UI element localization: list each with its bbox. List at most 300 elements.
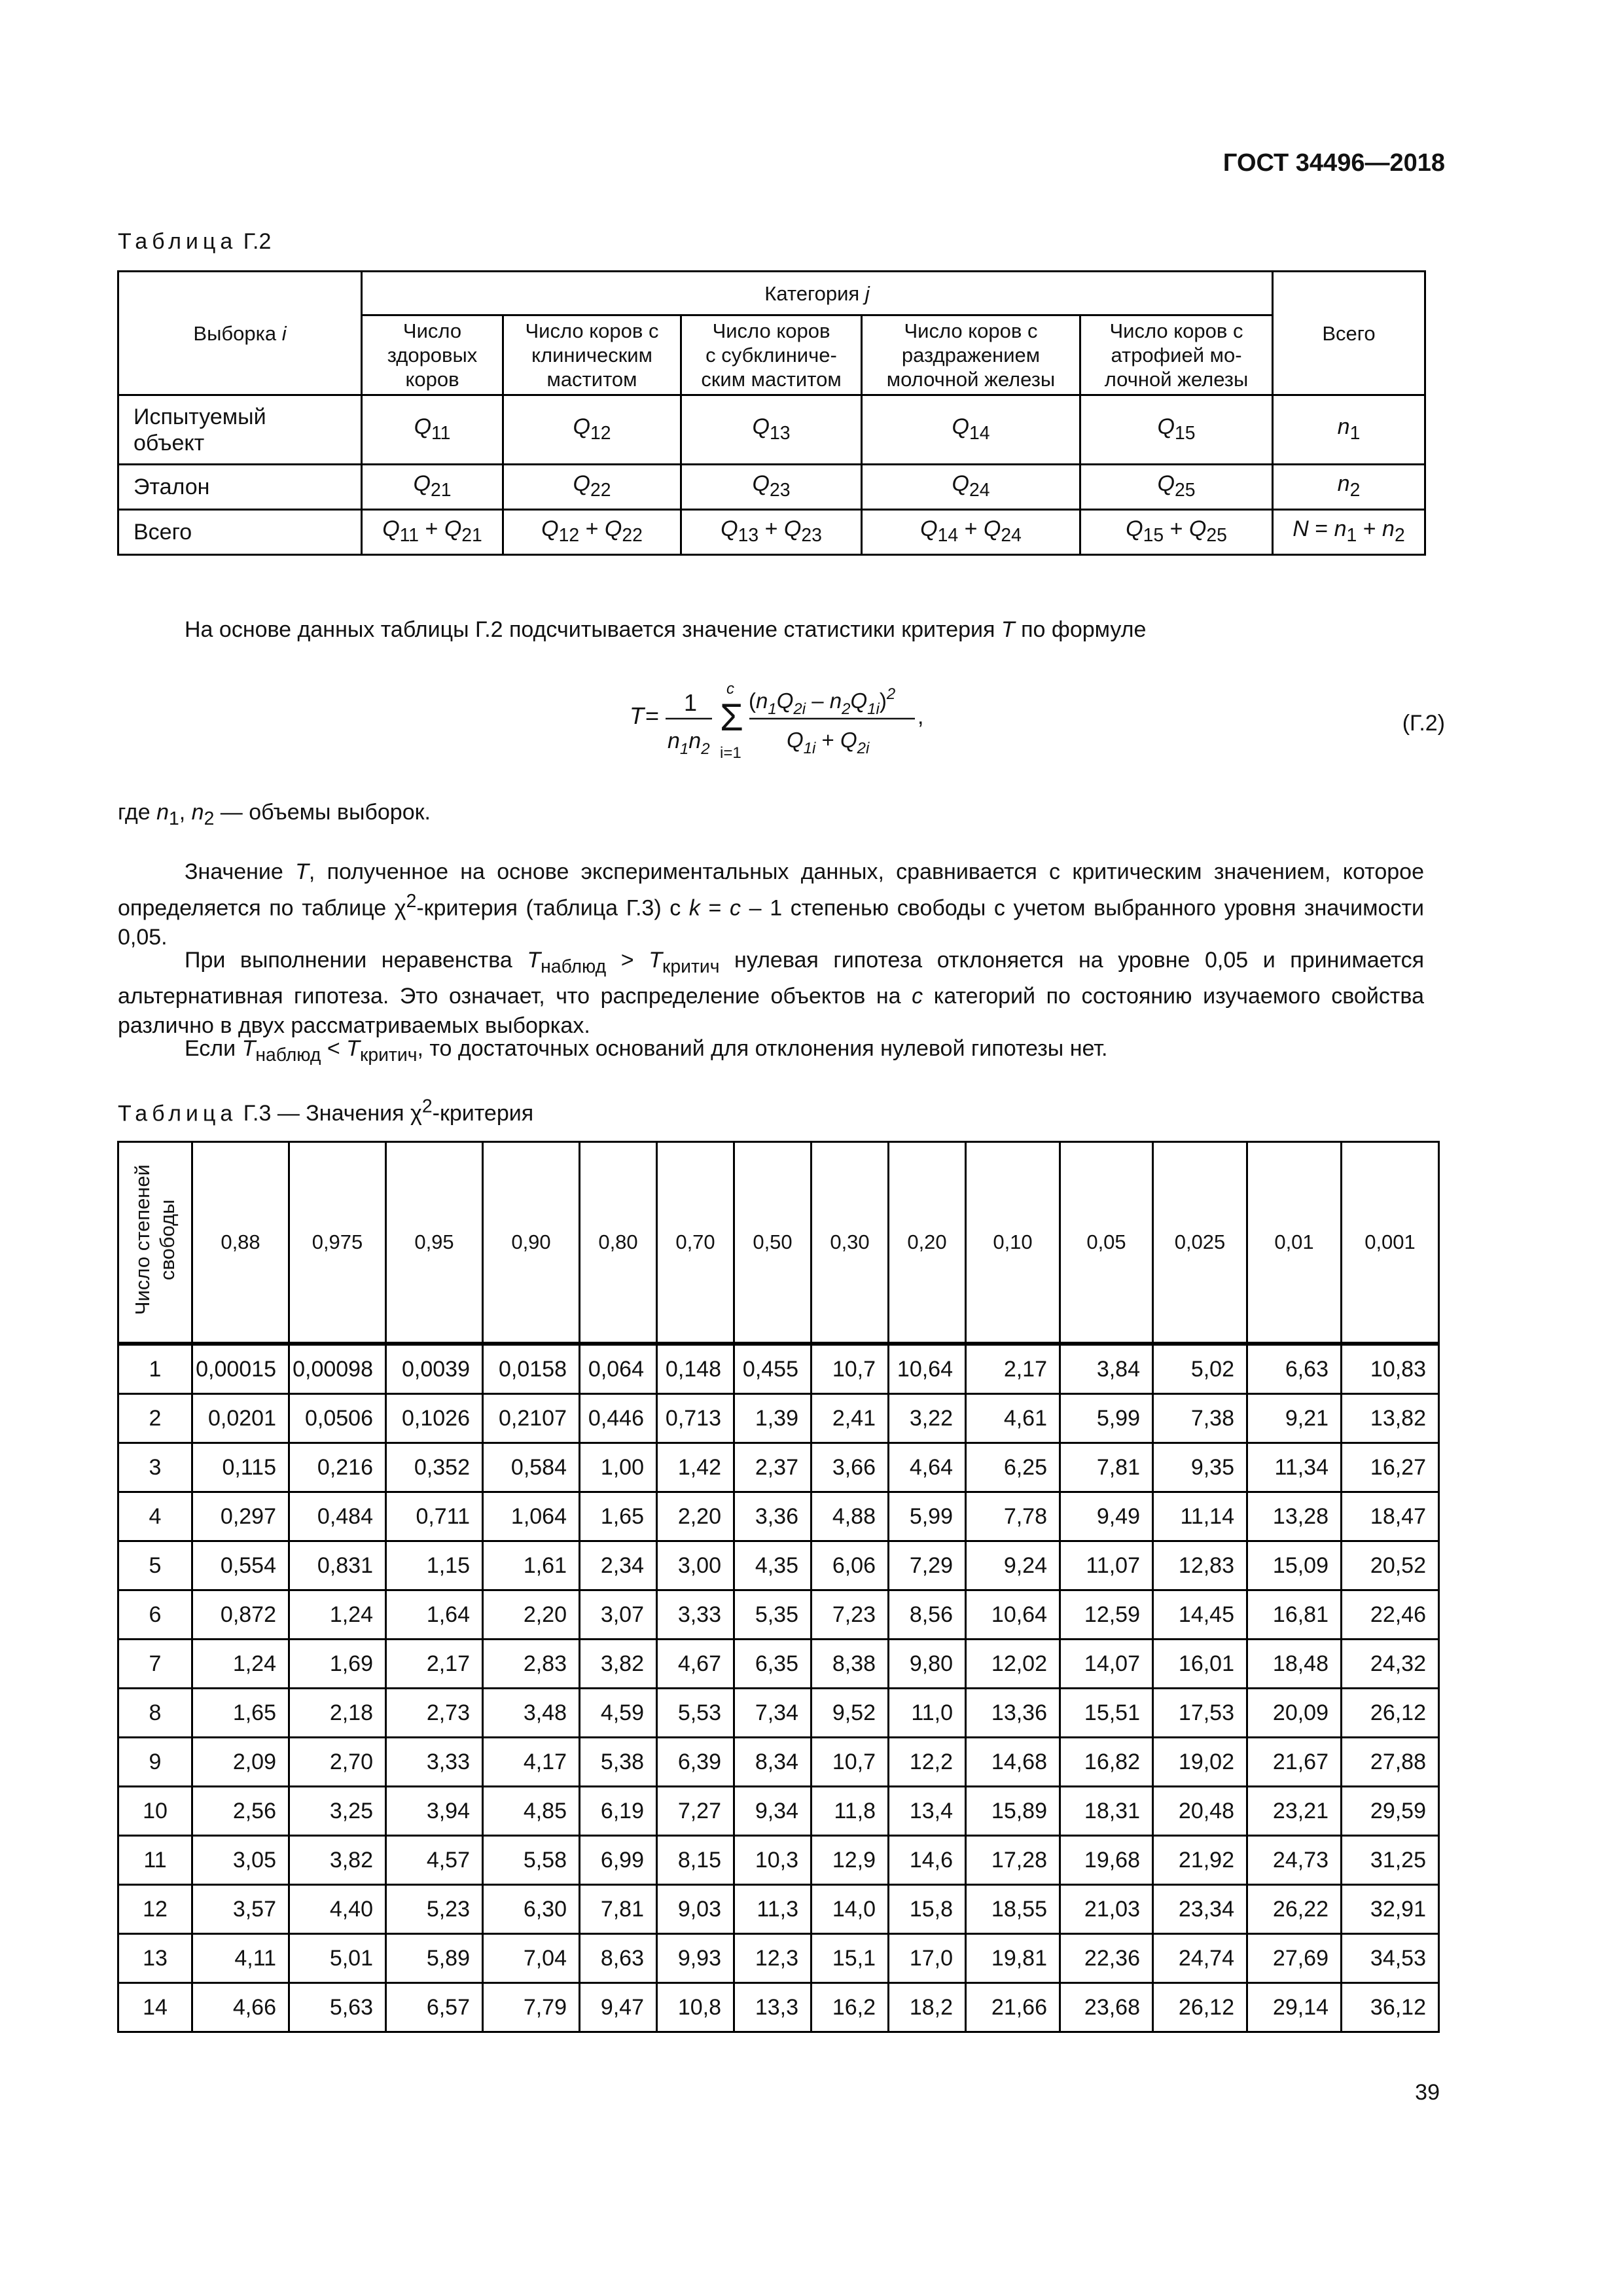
- chi-square-value-cell: 10,7: [812, 1738, 889, 1787]
- table-row: [118, 395, 1425, 465]
- chi-square-value-cell: 6,06: [812, 1541, 889, 1590]
- chi-square-value-cell: 9,47: [580, 1983, 657, 2032]
- chi-square-value-cell: 0,064: [580, 1344, 657, 1394]
- chi-square-value-cell: 1,24: [289, 1590, 386, 1640]
- chi-square-value-cell: 0,484: [289, 1492, 386, 1541]
- chi-square-value-cell: 0,352: [386, 1443, 483, 1492]
- degrees-of-freedom-cell: 10: [118, 1787, 192, 1836]
- chi-square-value-cell: 3,33: [657, 1590, 734, 1640]
- table-row: [118, 1738, 1439, 1787]
- formula-sum-upper: c: [726, 680, 734, 698]
- chi-square-value-cell: 9,34: [734, 1787, 812, 1836]
- chi-square-value-cell: 12,3: [734, 1934, 812, 1983]
- category-column-header: Число здоровых коров: [362, 315, 503, 395]
- table-row: [118, 1344, 1439, 1394]
- chi-square-value-cell: 2,09: [192, 1738, 289, 1787]
- formula-numerator: $(n_1Q_{2i} - n_2Q_{1i})^2$: [749, 685, 896, 718]
- chi-square-value-cell: 0,711: [386, 1492, 483, 1541]
- chi-square-value-cell: 11,07: [1060, 1541, 1153, 1590]
- table-cell: $Q_{11} + Q_{21}$: [362, 510, 503, 555]
- chi-square-value-cell: 4,57: [386, 1836, 483, 1885]
- chi-square-value-cell: 9,24: [966, 1541, 1060, 1590]
- chi-square-value-cell: 0,713: [657, 1394, 734, 1443]
- chi-square-value-cell: 4,11: [192, 1934, 289, 1983]
- chi-square-value-cell: 4,64: [889, 1443, 966, 1492]
- significance-level-header: 0,025: [1153, 1142, 1247, 1344]
- chi-square-value-cell: 18,48: [1247, 1640, 1342, 1689]
- chi-square-value-cell: 6,19: [580, 1787, 657, 1836]
- chi-square-value-cell: 18,55: [966, 1885, 1060, 1934]
- chi-square-value-cell: 2,41: [812, 1394, 889, 1443]
- chi-square-value-cell: 8,63: [580, 1934, 657, 1983]
- chi-square-value-cell: 9,49: [1060, 1492, 1153, 1541]
- chi-square-value-cell: 0,0158: [483, 1344, 580, 1394]
- chi-square-value-cell: 10,83: [1342, 1344, 1439, 1394]
- chi-square-value-cell: 5,99: [1060, 1394, 1153, 1443]
- degrees-of-freedom-cell: 5: [118, 1541, 192, 1590]
- chi-square-value-cell: 18,2: [889, 1983, 966, 2032]
- chi-square-value-cell: 19,02: [1153, 1738, 1247, 1787]
- table-g3-chi-square: [117, 1141, 1440, 2033]
- category-column-header: Число коров с атрофией мо- лочной железы: [1080, 315, 1273, 395]
- chi-square-value-cell: 27,69: [1247, 1934, 1342, 1983]
- degrees-of-freedom-cell: 4: [118, 1492, 192, 1541]
- chi-square-value-cell: 5,35: [734, 1590, 812, 1640]
- chi-square-value-cell: 21,66: [966, 1983, 1060, 2032]
- table-cell: $Q_{24}$: [862, 465, 1080, 510]
- chi-square-value-cell: 12,59: [1060, 1590, 1153, 1640]
- chi-square-value-cell: 8,34: [734, 1738, 812, 1787]
- chi-square-value-cell: 17,0: [889, 1934, 966, 1983]
- value-comparison-paragraph: Значение T, полученное на основе экспериментальных данных, сравнивается с критическим значением, которое определяется по таблице $\chi^2$-критерия (таблица Г.3) с k = c – 1 степенью свободы с учетом выбранного уровня значимости 0,05.: [118, 859, 1425, 950]
- chi-square-value-cell: 6,25: [966, 1443, 1060, 1492]
- chi-square-value-cell: 6,35: [734, 1640, 812, 1689]
- chi-square-value-cell: 5,02: [1153, 1344, 1247, 1394]
- chi-square-value-cell: 1,64: [386, 1590, 483, 1640]
- chi-square-value-cell: 0,297: [192, 1492, 289, 1541]
- chi-square-value-cell: 4,40: [289, 1885, 386, 1934]
- chi-square-value-cell: 0,455: [734, 1344, 812, 1394]
- chi-square-value-cell: 23,34: [1153, 1885, 1247, 1934]
- chi-square-value-cell: 4,67: [657, 1640, 734, 1689]
- chi-square-value-cell: 0,0506: [289, 1394, 386, 1443]
- chi-square-value-cell: 1,00: [580, 1443, 657, 1492]
- table-row: [118, 1640, 1439, 1689]
- chi-square-value-cell: 18,31: [1060, 1787, 1153, 1836]
- chi-square-value-cell: 27,88: [1342, 1738, 1439, 1787]
- chi-square-value-cell: 4,88: [812, 1492, 889, 1541]
- chi-square-value-cell: 0,554: [192, 1541, 289, 1590]
- table-row: [118, 1787, 1439, 1836]
- chi-square-value-cell: 16,27: [1342, 1443, 1439, 1492]
- degrees-of-freedom-cell: 3: [118, 1443, 192, 1492]
- chi-square-value-cell: 0,00098: [289, 1344, 386, 1394]
- chi-square-value-cell: 4,61: [966, 1394, 1060, 1443]
- chi-square-value-cell: 19,68: [1060, 1836, 1153, 1885]
- significance-level-header: 0,10: [966, 1142, 1060, 1344]
- significance-level-header: 0,70: [657, 1142, 734, 1344]
- chi-square-value-cell: 23,21: [1247, 1787, 1342, 1836]
- significance-level-header: 0,20: [889, 1142, 966, 1344]
- chi-square-value-cell: 5,23: [386, 1885, 483, 1934]
- formula-sum-sign: Σ: [720, 696, 743, 739]
- chi-square-value-cell: 2,20: [483, 1590, 580, 1640]
- chi-square-value-cell: 36,12: [1342, 1983, 1439, 2032]
- table-cell: $Q_{13}$: [681, 395, 862, 465]
- table-row: [118, 1885, 1439, 1934]
- table-cell: $Q_{13} + Q_{23}$: [681, 510, 862, 555]
- chi-square-value-cell: 5,63: [289, 1983, 386, 2032]
- chi-square-value-cell: 20,09: [1247, 1689, 1342, 1738]
- chi-square-value-cell: 9,03: [657, 1885, 734, 1934]
- table-cell: $n_1$: [1273, 395, 1425, 465]
- chi-square-value-cell: 13,82: [1342, 1394, 1439, 1443]
- chi-square-value-cell: 9,21: [1247, 1394, 1342, 1443]
- page-number: 39: [1415, 2080, 1440, 2105]
- chi-square-value-cell: 0,872: [192, 1590, 289, 1640]
- chi-square-value-cell: 0,0039: [386, 1344, 483, 1394]
- formula-fraction-denominator: $Q_{1i} + Q_{2i}$: [787, 728, 870, 757]
- degrees-of-freedom-cell: 2: [118, 1394, 192, 1443]
- chi-square-value-cell: 10,64: [889, 1344, 966, 1394]
- chi-square-value-cell: 15,51: [1060, 1689, 1153, 1738]
- degrees-of-freedom-cell: 1: [118, 1344, 192, 1394]
- chi-square-value-cell: 20,48: [1153, 1787, 1247, 1836]
- chi-square-value-cell: 1,15: [386, 1541, 483, 1590]
- degrees-of-freedom-cell: 7: [118, 1640, 192, 1689]
- table-row: [118, 1934, 1439, 1983]
- chi-square-value-cell: 29,14: [1247, 1983, 1342, 2032]
- table-g2: [117, 270, 1426, 556]
- table-caption-word: Таблица: [118, 229, 238, 254]
- table-g3-caption: [118, 1096, 533, 1126]
- chi-square-value-cell: 16,01: [1153, 1640, 1247, 1689]
- degrees-of-freedom-cell: 14: [118, 1983, 192, 2032]
- table-row: [118, 1983, 1439, 2032]
- chi-square-value-cell: 14,6: [889, 1836, 966, 1885]
- row-label: Эталон: [118, 465, 362, 510]
- chi-square-value-cell: 12,9: [812, 1836, 889, 1885]
- table-cell: $Q_{25}$: [1080, 465, 1273, 510]
- table-row: [118, 1394, 1439, 1443]
- row-label: Испытуемый объект: [118, 395, 362, 465]
- chi-square-value-cell: 13,36: [966, 1689, 1060, 1738]
- formula-g2: [622, 679, 1067, 771]
- chi-square-value-cell: 3,84: [1060, 1344, 1153, 1394]
- significance-level-header: 0,95: [386, 1142, 483, 1344]
- chi-square-value-cell: 24,32: [1342, 1640, 1439, 1689]
- significance-level-header: 0,90: [483, 1142, 580, 1344]
- chi-square-value-cell: 0,0201: [192, 1394, 289, 1443]
- chi-square-value-cell: 9,52: [812, 1689, 889, 1738]
- table-row: [118, 1590, 1439, 1640]
- formula-intro-paragraph: На основе данных таблицы Г.2 подсчитывается значение статистики критерия T по формуле: [185, 617, 1147, 642]
- chi-square-value-cell: 8,15: [657, 1836, 734, 1885]
- chi-square-value-cell: 3,57: [192, 1885, 289, 1934]
- chi-square-value-cell: 16,2: [812, 1983, 889, 2032]
- formula-trailing-comma: ,: [918, 704, 924, 729]
- chi-square-value-cell: 10,64: [966, 1590, 1060, 1640]
- significance-level-header: 0,30: [812, 1142, 889, 1344]
- chi-square-value-cell: 12,2: [889, 1738, 966, 1787]
- chi-square-value-cell: 22,46: [1342, 1590, 1439, 1640]
- table-cell: $Q_{14}$: [862, 395, 1080, 465]
- chi-square-value-cell: 20,52: [1342, 1541, 1439, 1590]
- table-row: [118, 1541, 1439, 1590]
- chi-square-value-cell: 7,34: [734, 1689, 812, 1738]
- chi-square-value-cell: 1,69: [289, 1640, 386, 1689]
- chi-square-value-cell: 5,89: [386, 1934, 483, 1983]
- table-cell: $N = n_1 + n_2$: [1273, 510, 1425, 555]
- chi-square-value-cell: 5,58: [483, 1836, 580, 1885]
- chi-square-value-cell: 5,01: [289, 1934, 386, 1983]
- chi-square-value-cell: 14,07: [1060, 1640, 1153, 1689]
- chi-square-value-cell: 16,82: [1060, 1738, 1153, 1787]
- chi-square-value-cell: 3,82: [580, 1640, 657, 1689]
- chi-square-value-cell: 4,85: [483, 1787, 580, 1836]
- chi-square-value-cell: 2,18: [289, 1689, 386, 1738]
- total-header: Всего: [1273, 272, 1425, 395]
- chi-square-value-cell: 22,36: [1060, 1934, 1153, 1983]
- chi-square-value-cell: 26,22: [1247, 1885, 1342, 1934]
- chi-square-value-cell: 1,65: [192, 1689, 289, 1738]
- table-g2-caption: [118, 229, 271, 255]
- chi-square-value-cell: 6,63: [1247, 1344, 1342, 1394]
- table-cell: $Q_{15} + Q_{25}$: [1080, 510, 1273, 555]
- formula-lhs: T: [630, 702, 644, 729]
- chi-square-value-cell: 24,73: [1247, 1836, 1342, 1885]
- chi-square-value-cell: 26,12: [1153, 1983, 1247, 2032]
- chi-square-value-cell: 11,0: [889, 1689, 966, 1738]
- significance-level-header: 0,05: [1060, 1142, 1153, 1344]
- chi-square-value-cell: 17,53: [1153, 1689, 1247, 1738]
- chi-square-value-cell: 4,17: [483, 1738, 580, 1787]
- significance-level-header: 0,01: [1247, 1142, 1342, 1344]
- degrees-of-freedom-cell: 13: [118, 1934, 192, 1983]
- table-caption-word: Таблица: [118, 1101, 238, 1126]
- chi-square-value-cell: 7,78: [966, 1492, 1060, 1541]
- chi-square-value-cell: 5,99: [889, 1492, 966, 1541]
- chi-square-value-cell: 5,38: [580, 1738, 657, 1787]
- chi-square-value-cell: 10,7: [812, 1344, 889, 1394]
- chi-square-value-cell: 11,3: [734, 1885, 812, 1934]
- category-column-header: Число коров с субклиниче- ским маститом: [681, 315, 862, 395]
- table-row: [118, 465, 1425, 510]
- category-header-text: Категория j: [764, 281, 870, 305]
- chi-square-value-cell: 1,064: [483, 1492, 580, 1541]
- chi-square-value-cell: 6,99: [580, 1836, 657, 1885]
- df-header-text: Число степеней свободы: [131, 1164, 179, 1316]
- chi-square-value-cell: 3,48: [483, 1689, 580, 1738]
- else-paragraph: Если $T_{наблюд} < T_{критич}$, то достаточных оснований для отклонения нулевой гипотезы нет.: [185, 1036, 1108, 1066]
- chi-square-value-cell: 3,82: [289, 1836, 386, 1885]
- chi-square-value-cell: 7,81: [1060, 1443, 1153, 1492]
- chi-square-value-cell: 7,27: [657, 1787, 734, 1836]
- chi-square-value-cell: 31,25: [1342, 1836, 1439, 1885]
- formula-one: 1: [684, 689, 698, 716]
- chi-square-value-cell: 10,8: [657, 1983, 734, 2032]
- chi-square-value-cell: 2,34: [580, 1541, 657, 1590]
- table-cell: $Q_{15}$: [1080, 395, 1273, 465]
- table-row: [118, 1836, 1439, 1885]
- chi-square-value-cell: 1,24: [192, 1640, 289, 1689]
- chi-square-value-cell: 12,83: [1153, 1541, 1247, 1590]
- chi-square-value-cell: 7,04: [483, 1934, 580, 1983]
- table-cell: $n_2$: [1273, 465, 1425, 510]
- table-cell: $Q_{11}$: [362, 395, 503, 465]
- chi-square-value-cell: 0,148: [657, 1344, 734, 1394]
- chi-square-value-cell: 11,8: [812, 1787, 889, 1836]
- chi-square-value-cell: 4,35: [734, 1541, 812, 1590]
- significance-level-header: 0,975: [289, 1142, 386, 1344]
- chi-square-value-cell: 3,00: [657, 1541, 734, 1590]
- formula-sum-lower: i=1: [720, 744, 741, 762]
- chi-square-value-cell: 8,38: [812, 1640, 889, 1689]
- chi-square-value-cell: 7,79: [483, 1983, 580, 2032]
- chi-square-value-cell: 0,216: [289, 1443, 386, 1492]
- table-cell: $Q_{23}$: [681, 465, 862, 510]
- chi-square-value-cell: 14,45: [1153, 1590, 1247, 1640]
- chi-square-value-cell: 0,584: [483, 1443, 580, 1492]
- degrees-of-freedom-cell: 12: [118, 1885, 192, 1934]
- chi-square-value-cell: 21,92: [1153, 1836, 1247, 1885]
- chi-square-value-cell: 7,29: [889, 1541, 966, 1590]
- row-label: Всего: [118, 510, 362, 555]
- degrees-of-freedom-cell: 9: [118, 1738, 192, 1787]
- chi-square-value-cell: 16,81: [1247, 1590, 1342, 1640]
- chi-square-value-cell: 3,25: [289, 1787, 386, 1836]
- chi-square-value-cell: 23,68: [1060, 1983, 1153, 2032]
- sample-header: [118, 272, 362, 395]
- chi-square-value-cell: 11,34: [1247, 1443, 1342, 1492]
- chi-square-value-cell: 7,38: [1153, 1394, 1247, 1443]
- chi-square-value-cell: 1,61: [483, 1541, 580, 1590]
- chi-square-value-cell: 8,56: [889, 1590, 966, 1640]
- chi-square-value-cell: 3,07: [580, 1590, 657, 1640]
- table-row: [118, 510, 1425, 555]
- chi-square-value-cell: 13,4: [889, 1787, 966, 1836]
- table-row: [118, 1443, 1439, 1492]
- table-cell: $Q_{21}$: [362, 465, 503, 510]
- chi-square-value-cell: 3,22: [889, 1394, 966, 1443]
- chi-square-value-cell: 2,70: [289, 1738, 386, 1787]
- chi-square-value-cell: 34,53: [1342, 1934, 1439, 1983]
- chi-square-value-cell: 12,02: [966, 1640, 1060, 1689]
- chi-square-value-cell: 14,68: [966, 1738, 1060, 1787]
- chi-square-value-cell: 3,33: [386, 1738, 483, 1787]
- table-row: [118, 1492, 1439, 1541]
- chi-square-value-cell: 2,83: [483, 1640, 580, 1689]
- chi-square-value-cell: 0,115: [192, 1443, 289, 1492]
- chi-square-value-cell: 18,47: [1342, 1492, 1439, 1541]
- formula-equals: =: [645, 702, 660, 729]
- chi-square-value-cell: 7,81: [580, 1885, 657, 1934]
- chi-square-value-cell: 3,66: [812, 1443, 889, 1492]
- chi-square-value-cell: 1,42: [657, 1443, 734, 1492]
- chi-square-value-cell: 4,59: [580, 1689, 657, 1738]
- chi-square-value-cell: 10,3: [734, 1836, 812, 1885]
- df-header: [118, 1142, 192, 1344]
- chi-square-value-cell: 15,09: [1247, 1541, 1342, 1590]
- chi-square-value-cell: 0,1026: [386, 1394, 483, 1443]
- chi-square-value-cell: 24,74: [1153, 1934, 1247, 1983]
- chi-square-value-cell: 0,446: [580, 1394, 657, 1443]
- category-header: [362, 272, 1273, 315]
- chi-square-value-cell: 2,56: [192, 1787, 289, 1836]
- chi-square-value-cell: 7,23: [812, 1590, 889, 1640]
- chi-square-value-cell: 0,2107: [483, 1394, 580, 1443]
- chi-square-value-cell: 6,57: [386, 1983, 483, 2032]
- chi-square-value-cell: 2,73: [386, 1689, 483, 1738]
- document-standard-number: ГОСТ 34496—2018: [1222, 149, 1445, 177]
- where-paragraph: где $n_1$, $n_2$ — объемы выборок.: [118, 800, 431, 829]
- chi-square-value-cell: 11,14: [1153, 1492, 1247, 1541]
- chi-square-value-cell: 14,0: [812, 1885, 889, 1934]
- category-column-header: Число коров с раздражением молочной железы: [862, 315, 1080, 395]
- chi-square-value-cell: 21,67: [1247, 1738, 1342, 1787]
- chi-square-value-cell: 2,17: [966, 1344, 1060, 1394]
- chi-square-value-cell: 2,20: [657, 1492, 734, 1541]
- sample-header-text: Выборка i: [193, 321, 287, 345]
- chi-square-value-cell: 15,1: [812, 1934, 889, 1983]
- degrees-of-freedom-cell: 11: [118, 1836, 192, 1885]
- chi-square-value-cell: 6,39: [657, 1738, 734, 1787]
- table-cell: $Q_{14} + Q_{24}$: [862, 510, 1080, 555]
- table-caption-number: Г.2: [243, 229, 272, 254]
- chi-square-value-cell: 1,39: [734, 1394, 812, 1443]
- chi-square-value-cell: 15,89: [966, 1787, 1060, 1836]
- formula-number: (Г.2): [1402, 711, 1445, 736]
- significance-level-header: 0,001: [1342, 1142, 1439, 1344]
- chi-square-value-cell: 29,59: [1342, 1787, 1439, 1836]
- chi-square-value-cell: 13,28: [1247, 1492, 1342, 1541]
- chi-square-value-cell: 3,94: [386, 1787, 483, 1836]
- chi-square-value-cell: 3,36: [734, 1492, 812, 1541]
- chi-square-value-cell: 9,80: [889, 1640, 966, 1689]
- chi-square-value-cell: 4,66: [192, 1983, 289, 2032]
- chi-square-value-cell: 0,00015: [192, 1344, 289, 1394]
- table-cell: $Q_{12}$: [503, 395, 681, 465]
- chi-square-value-cell: 13,3: [734, 1983, 812, 2032]
- table-cell: $Q_{22}$: [503, 465, 681, 510]
- significance-level-header: 0,80: [580, 1142, 657, 1344]
- chi-square-value-cell: 32,91: [1342, 1885, 1439, 1934]
- table-row: [118, 1689, 1439, 1738]
- chi-square-value-cell: 1,65: [580, 1492, 657, 1541]
- chi-square-value-cell: 2,17: [386, 1640, 483, 1689]
- chi-square-value-cell: 0,831: [289, 1541, 386, 1590]
- chi-square-value-cell: 9,35: [1153, 1443, 1247, 1492]
- formula-denominator-left: $n_1n_2$: [668, 728, 710, 758]
- significance-level-header: 0,88: [192, 1142, 289, 1344]
- table-cell: $Q_{12} + Q_{22}$: [503, 510, 681, 555]
- chi-square-value-cell: 19,81: [966, 1934, 1060, 1983]
- significance-level-header: 0,50: [734, 1142, 812, 1344]
- inequality-paragraph: При выполнении неравенства $T_{наблюд} > T_{критич}$ нулевая гипотеза отклоняется на уровне 0,05 и принимается альтернативная гипотеза. Это означает, что распределение объектов на c категорий по состоянию изучаемого свойства различно в двух рассматриваемых выборках.: [118, 948, 1424, 1038]
- table-caption-rest: Г.3 — Значения $\chi^2$-критерия: [243, 1096, 534, 1126]
- degrees-of-freedom-cell: 6: [118, 1590, 192, 1640]
- chi-square-value-cell: 3,05: [192, 1836, 289, 1885]
- chi-square-value-cell: 21,03: [1060, 1885, 1153, 1934]
- chi-square-value-cell: 17,28: [966, 1836, 1060, 1885]
- degrees-of-freedom-cell: 8: [118, 1689, 192, 1738]
- chi-square-value-cell: 2,37: [734, 1443, 812, 1492]
- chi-square-value-cell: 15,8: [889, 1885, 966, 1934]
- category-column-header: Число коров с клиническим маститом: [503, 315, 681, 395]
- chi-square-value-cell: 5,53: [657, 1689, 734, 1738]
- chi-square-value-cell: 9,93: [657, 1934, 734, 1983]
- chi-square-value-cell: 26,12: [1342, 1689, 1439, 1738]
